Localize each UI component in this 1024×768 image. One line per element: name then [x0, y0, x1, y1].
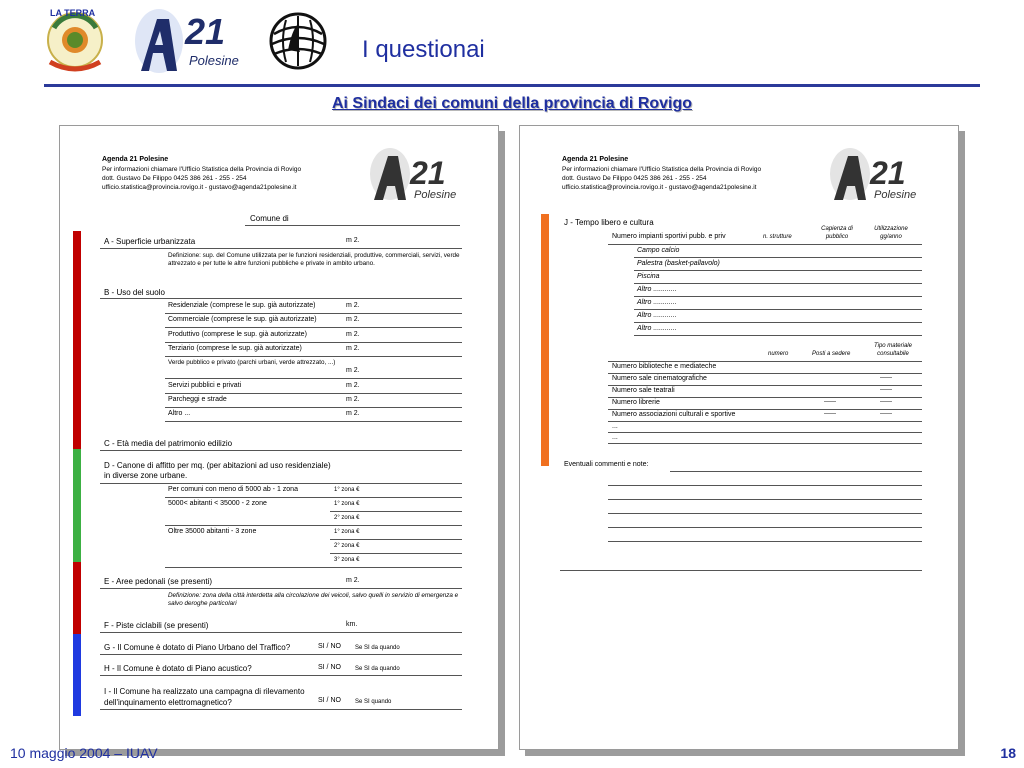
d-row: 5000< abitanti < 35000 - 2 zone	[168, 500, 267, 507]
dash: ——	[880, 399, 892, 405]
zone: 1° zona €	[334, 529, 360, 535]
rule	[165, 497, 462, 498]
section-bar-red-2	[73, 562, 81, 634]
rule	[608, 373, 922, 374]
rule	[330, 511, 462, 512]
slide-number: 18	[1000, 745, 1016, 761]
unit: m 2.	[346, 382, 360, 389]
rule	[634, 322, 922, 323]
unit: m 2.	[346, 316, 360, 323]
col-utilizzazione: Utilizzazione gg/anno	[874, 226, 908, 240]
rule	[608, 527, 922, 528]
section-g: G - Il Comune è dotato di Piano Urbano del Traffico?	[104, 643, 291, 652]
zone: 1° zona €	[334, 501, 360, 507]
unit-f: km.	[346, 621, 358, 628]
section-bar-green	[73, 449, 81, 562]
rule	[608, 432, 922, 433]
contact-line-3: ufficio.statistica@provincia.rovigo.it - gustavo@agenda21polesine.it	[102, 184, 297, 191]
unit-e: m 2.	[346, 577, 360, 584]
rule	[100, 248, 462, 249]
unit: m 2.	[346, 345, 360, 352]
rule	[608, 499, 922, 500]
rule	[634, 296, 922, 297]
section-f: F - Piste ciclabili (se presenti)	[104, 621, 209, 630]
rule	[608, 409, 922, 410]
section-e-definition: Definizione: zona della città interdetta alla circolazione dei veicoli, salvo quelli in servizio di emergenza e salvo deroghe particolari	[168, 592, 459, 607]
rule	[165, 313, 462, 314]
rule	[100, 632, 462, 633]
rule	[165, 327, 462, 328]
culture-item: ...	[612, 423, 618, 430]
a21-doc-logo	[828, 146, 928, 202]
dash: ——	[880, 387, 892, 393]
impianto-item: Altro ............	[637, 312, 677, 319]
rule	[165, 356, 462, 357]
se-si-h: Se SI da quando	[355, 666, 400, 672]
se-si-i: Se SI quando	[355, 699, 392, 705]
b-item: Terziario (comprese le sup. già autorizzate)	[168, 345, 302, 352]
contact-line-3: ufficio.statistica@provincia.rovigo.it - gustavo@agenda21polesine.it	[562, 184, 757, 191]
section-i: I - Il Comune ha realizzato una campagna di rilevamento dell'inquinamento elettromagnetico?	[104, 687, 305, 707]
rule	[100, 654, 462, 655]
comune-label: Comune di	[250, 214, 289, 223]
rule	[330, 553, 462, 554]
rule	[100, 675, 462, 676]
unit: m 2.	[346, 367, 360, 374]
org-name: Agenda 21 Polesine	[562, 156, 629, 163]
b-item: Altro ...	[168, 410, 191, 417]
section-e: E - Aree pedonali (se presenti)	[104, 577, 213, 586]
svg-text:Polesine: Polesine	[874, 189, 917, 201]
contact-line-2: dott. Gustavo De Filippo 0425 386 261 - 255 - 254	[562, 175, 707, 182]
rule	[165, 378, 462, 379]
unit: m 2.	[346, 302, 360, 309]
rule	[608, 385, 922, 386]
rule	[608, 421, 922, 422]
org-name: Agenda 21 Polesine	[102, 156, 169, 163]
rule	[634, 309, 922, 310]
si-no-g: SI / NO	[318, 643, 341, 650]
section-h: H - Il Comune è dotato di Piano acustico?	[104, 664, 252, 673]
rule	[100, 483, 462, 484]
svg-text:21: 21	[410, 155, 446, 191]
impianto-item: Altro ............	[637, 299, 677, 306]
svg-text:Polesine: Polesine	[414, 189, 457, 201]
col-tipo: Tipo materiale consultabile	[874, 343, 912, 357]
rule	[165, 407, 462, 408]
zone: 3° zona €	[334, 557, 360, 563]
zone: 1° zona €	[334, 487, 360, 493]
unit: m 2.	[346, 396, 360, 403]
a21-number: 21	[185, 11, 226, 52]
rule	[100, 588, 462, 589]
b-item: Parcheggi e strade	[168, 396, 227, 403]
rule	[100, 709, 462, 710]
zone: 2° zona €	[334, 543, 360, 549]
si-no-i: SI / NO	[318, 697, 341, 704]
la-terra-logo	[42, 6, 108, 78]
questionnaire-page-1	[59, 125, 499, 750]
section-bar-blue	[73, 634, 81, 716]
section-d: D - Canone di affitto per mq. (per abitazioni ad uso residenziale) in diverse zone urbane.	[104, 461, 331, 480]
rule	[670, 471, 922, 472]
commenti-label: Eventuali commenti e note:	[564, 461, 649, 468]
rule	[608, 397, 922, 398]
col-numero: numero	[768, 351, 789, 357]
rule	[100, 298, 462, 299]
a21-polesine-label: Polesine	[189, 53, 239, 68]
unit-a: m 2.	[346, 237, 360, 244]
culture-item: Numero biblioteche e mediateche	[612, 363, 717, 370]
page-title: I questionai	[362, 36, 485, 63]
dash: ——	[880, 375, 892, 381]
contact-line-1: Per informazioni chiamare l'Ufficio Statistica della Provincia di Rovigo	[562, 166, 762, 173]
contact-line-1: Per informazioni chiamare l'Ufficio Statistica della Provincia di Rovigo	[102, 166, 302, 173]
section-c: C - Età media del patrimonio edilizio	[104, 439, 233, 448]
questionnaire-page-2	[519, 125, 959, 750]
section-b: B - Uso del suolo	[104, 288, 165, 297]
impianto-item: Altro ............	[637, 325, 677, 332]
rule	[100, 450, 462, 451]
section-bar-red	[73, 231, 81, 449]
rule	[634, 270, 922, 271]
si-no-h: SI / NO	[318, 664, 341, 671]
comune-line	[245, 225, 460, 226]
culture-item: Numero librerie	[612, 399, 660, 406]
se-si-g: Se SI da quando	[355, 645, 400, 651]
d-row: Per comuni con meno di 5000 ab - 1 zona	[168, 486, 298, 493]
impianto-item: Palestra (basket-pallavolo)	[637, 260, 720, 267]
rule	[165, 525, 462, 526]
b-item: Commerciale (comprese le sup. già autorizzate)	[168, 316, 317, 323]
impianto-item: Altro ............	[637, 286, 677, 293]
rule	[634, 335, 922, 336]
col-capienza: Capienza di pubblico	[821, 226, 853, 240]
section-j: J - Tempo libero e cultura	[564, 218, 654, 227]
rule	[608, 485, 922, 486]
rule	[634, 257, 922, 258]
unit: m 2.	[346, 410, 360, 417]
globe-emblem-icon	[268, 10, 328, 72]
rule	[608, 244, 922, 245]
impianto-item: Campo calcio	[637, 247, 680, 254]
a21-doc-logo	[368, 146, 468, 202]
rule	[608, 361, 922, 362]
rule	[634, 283, 922, 284]
footer-date: 10 maggio 2004 – IUAV	[10, 745, 158, 761]
b-item: Servizi pubblici e privati	[168, 382, 242, 389]
la-terra-label: LA TERRA	[50, 8, 96, 18]
zone: 2° zona €	[334, 515, 360, 521]
dash: ——	[880, 411, 892, 417]
section-a-definition: Definizione: sup. del Comune utilizzata per le funzioni residenziali, produttive, commerciali, servizi, verde attrezzato e per tutte le altre funzioni pubbliche e private in ambito urbano.	[168, 252, 460, 267]
rule	[608, 541, 922, 542]
rule	[165, 421, 462, 422]
culture-item: Numero sale cinematografiche	[612, 375, 707, 382]
col-posti: Posti a sedere	[812, 351, 851, 357]
b-item: Verde pubblico e privato (parchi urbani, verde attrezzato, ...)	[168, 359, 336, 366]
rule	[330, 539, 462, 540]
d-row: Oltre 35000 abitanti - 3 zone	[168, 528, 257, 535]
svg-text:21: 21	[870, 155, 906, 191]
section-bar-orange	[541, 214, 549, 466]
dash: ——	[824, 399, 836, 405]
title-divider	[44, 84, 980, 87]
culture-item: Numero sale teatrali	[612, 387, 675, 394]
impianti-label: Numero impianti sportivi pubb. e priv	[612, 233, 726, 240]
b-item: Produttivo (comprese le sup. già autorizzate)	[168, 331, 307, 338]
rule	[560, 570, 922, 571]
rule	[165, 393, 462, 394]
section-a: A - Superficie urbanizzata	[104, 237, 196, 246]
rule	[165, 567, 462, 568]
contact-line-2: dott. Gustavo De Filippo 0425 386 261 - 255 - 254	[102, 175, 247, 182]
culture-item: Numero associazioni culturali e sportive	[612, 411, 736, 418]
unit: m 2.	[346, 331, 360, 338]
b-item: Residenziale (comprese le sup. già autorizzate)	[168, 302, 316, 309]
dash: ——	[824, 411, 836, 417]
page-subtitle: Ai Sindaci dei comuni della provincia di Rovigo	[331, 95, 693, 112]
col-strutture: n. strutture	[763, 234, 792, 240]
rule	[608, 443, 922, 444]
rule	[608, 513, 922, 514]
culture-item: ...	[612, 434, 618, 441]
rule	[165, 342, 462, 343]
a21-polesine-logo	[133, 5, 251, 75]
impianto-item: Piscina	[637, 273, 660, 280]
